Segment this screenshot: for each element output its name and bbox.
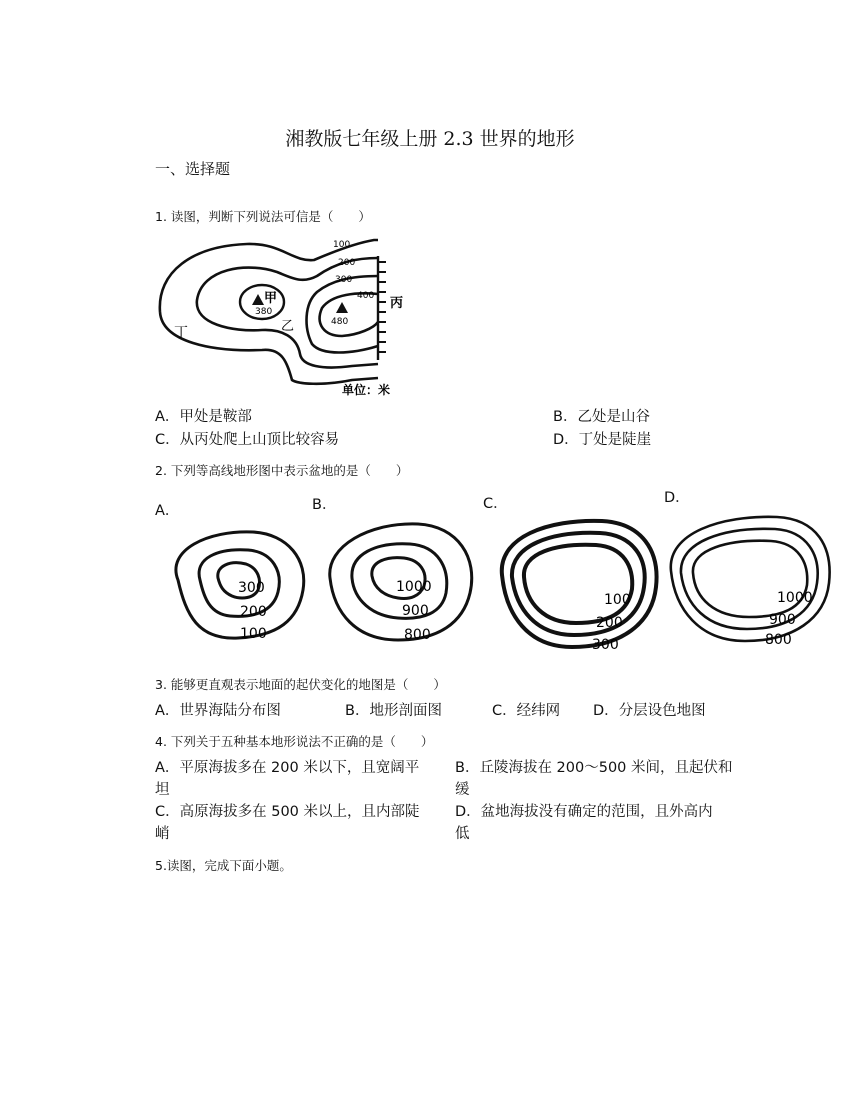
contour-label-100: 100 [333,240,351,250]
q4-option-c-line2: 峭 [155,826,170,842]
q4-option-d-line1: D．盆地海拔没有确定的范围，且外高内 [455,804,713,820]
fig-c-value-1: 100 [604,592,631,608]
q3-option-c: C．经纬网 [492,703,561,719]
q2-figure-b-label: B． [312,497,337,513]
question-5-stem: 5.读图，完成下面小题。 [155,858,292,873]
q1-option-a: A．甲处是鞍部 [155,409,252,425]
fig-b-value-3: 800 [404,627,431,643]
fig-a-value-1: 300 [238,580,265,596]
point-label-yi: 乙 [281,319,295,334]
fig-d-value-3: 800 [765,632,792,648]
q4-option-b-line2: 缓 [455,782,470,798]
contour-label-400: 400 [357,291,375,301]
point-label-bing: 丙 [390,296,404,311]
question-4-stem: 4. 下列关于五种基本地形说法不正确的是（ ） [155,734,434,749]
q4-option-c-line1: C．高原海拔多在 500 米以上，且内部陡 [155,804,420,820]
point-label-ding: 丁 [174,325,188,341]
unit-label: 单位：米 [342,383,391,397]
fig-a-value-3: 100 [240,626,267,642]
q2-figure-d [665,513,837,653]
q2-figure-c [492,515,664,655]
peak-label-jia: 甲 [264,291,278,306]
q3-option-b: B．地形剖面图 [345,703,442,719]
q2-figure-b [318,518,478,650]
fig-d-value-2: 900 [769,612,796,628]
q3-option-d: D．分层设色地图 [593,703,706,719]
fig-c-value-2: 200 [596,615,623,631]
question-2-stem: 2. 下列等高线地形图中表示盆地的是（ ） [155,463,409,478]
fig-c-value-3: 300 [592,637,619,653]
section-heading: 一、选择题 [155,160,231,178]
fig-a-value-2: 200 [240,604,267,620]
q4-option-b-line1: B．丘陵海拔在 200～500 米间，且起伏和 [455,760,733,776]
q2-figure-a [158,520,313,650]
peak-height-jia: 380 [255,307,273,317]
q3-option-a: A．世界海陆分布图 [155,703,281,719]
question-3-stem: 3. 能够更直观表示地面的起伏变化的地图是（ ） [155,677,446,692]
contour-label-300: 300 [335,275,353,285]
q4-option-d-line2: 低 [455,826,470,842]
q1-option-d: D．丁处是陡崖 [553,432,652,448]
q1-option-c: C．从丙处爬上山顶比较容易 [155,432,340,448]
peak-height-second: 480 [331,317,349,327]
q2-figure-a-label: A． [155,503,180,519]
page-title: 湘教版七年级上册 2.3 世界的地形 [285,128,575,150]
q4-option-a-line2: 坦 [155,782,170,798]
fig-d-value-1: 1000 [777,590,813,606]
fig-b-value-2: 900 [402,603,429,619]
fig-b-value-1: 1000 [396,579,432,595]
q1-option-b: B．乙处是山谷 [553,409,650,425]
contour-label-200: 200 [338,258,356,268]
question-1-stem: 1. 读图，判断下列说法可信是（ ） [155,209,371,224]
question-1-contour-map [152,232,422,402]
q2-figure-c-label: C． [483,496,508,512]
q2-figure-d-label: D． [664,490,690,506]
q4-option-a-line1: A．平原海拔多在 200 米以下，且宽阔平 [155,760,420,776]
